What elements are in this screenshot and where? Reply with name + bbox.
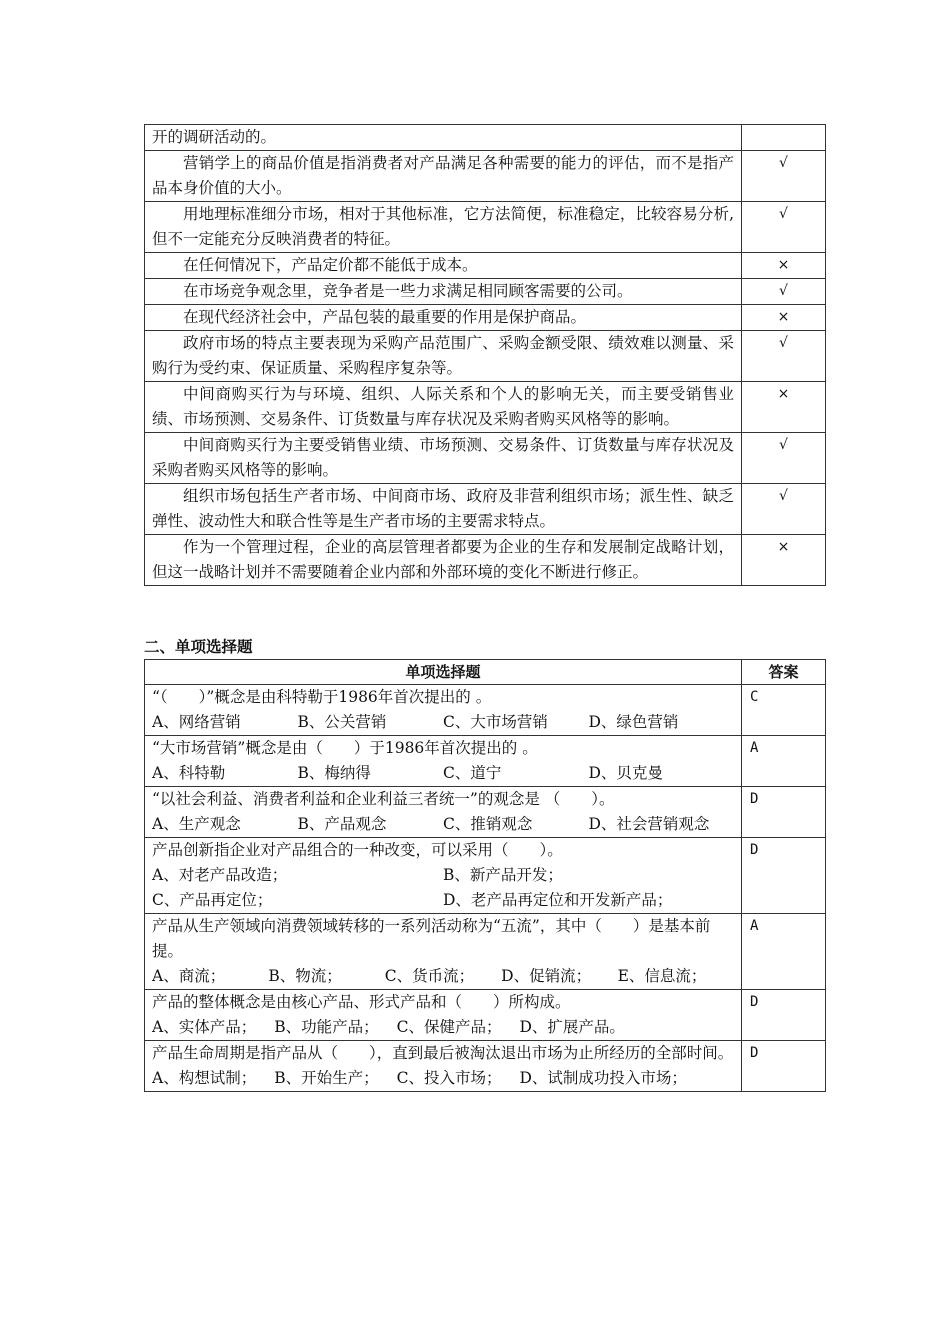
question-stem: 产品的整体概念是由核心产品、形式产品和（ ）所构成。 (152, 993, 571, 1011)
options (152, 761, 734, 786)
answer-mark: √ (742, 484, 826, 535)
table-row (145, 253, 826, 279)
option: B、开始生产； (274, 1069, 379, 1087)
option: A、实体产品； (152, 1018, 257, 1036)
statement: 中间商购买行为主要受销售业绩、市场预测、交易条件、订货数量与库存状况及采购者购买风格等的影响。 (145, 433, 742, 484)
options (152, 1015, 734, 1040)
table-row (145, 151, 826, 202)
question-stem: 产品生命周期是指产品从（ ），直到最后被淘汰退出市场为止所经历的全部时间。 (152, 1044, 734, 1062)
table-row (145, 125, 826, 151)
table-row (145, 838, 826, 914)
option: C、保健产品； (396, 1018, 502, 1036)
answer-cell: A (742, 736, 826, 787)
column-header-question: 单项选择题 (145, 660, 742, 685)
answer-cell: D (742, 990, 826, 1041)
table-header-row (145, 660, 826, 685)
question-cell (145, 736, 742, 787)
option: D、贝克曼 (588, 764, 663, 782)
option: C、货币流； (384, 967, 475, 985)
option: A、对老产品改造； (152, 866, 288, 884)
question-cell (145, 685, 742, 736)
option: E、信息流； (617, 967, 707, 985)
option: D、社会营销观念 (588, 815, 710, 833)
option: A、科特勒 (152, 764, 226, 782)
table-row (145, 914, 826, 990)
section-title: 二、单项选择题 (144, 638, 253, 656)
option: A、商流； (152, 967, 226, 985)
table-row (145, 279, 826, 305)
option: C、道宁 (443, 764, 502, 782)
answer-cell: D (742, 1041, 826, 1092)
option: D、扩展产品。 (519, 1018, 625, 1036)
answer-mark: × (742, 382, 826, 433)
answer-cell: D (742, 838, 826, 914)
answer-cell: C (742, 685, 826, 736)
option: C、产品再定位； (152, 891, 273, 909)
table-row (145, 787, 826, 838)
table-row (145, 305, 826, 331)
options (152, 1066, 734, 1091)
multiple-choice-table (144, 659, 826, 1092)
answer-cell: A (742, 914, 826, 990)
question-cell (145, 914, 742, 990)
options (152, 812, 734, 837)
question-cell (145, 990, 742, 1041)
answer-mark: √ (742, 331, 826, 382)
option: B、物流； (268, 967, 342, 985)
options (152, 710, 734, 735)
option: D、促销流； (501, 967, 592, 985)
options (152, 964, 734, 989)
option: A、构想试制； (152, 1069, 257, 1087)
table-row (145, 685, 826, 736)
question-cell (145, 787, 742, 838)
statement: 中间商购买行为与环境、组织、人际关系和个人的影响无关，而主要受销售业绩、市场预测、交易条件、订货数量与库存状况及采购者购买风格等的影响。 (145, 382, 742, 433)
table-row (145, 433, 826, 484)
question-cell (145, 838, 742, 914)
table-row (145, 331, 826, 382)
answer-mark: × (742, 305, 826, 331)
question-stem: 产品从生产领域向消费领域转移的一系列活动称为“五流”，其中（ ）是基本前提。 (152, 917, 711, 960)
option: D、试制成功投入市场； (519, 1069, 687, 1087)
table-row (145, 535, 826, 586)
question-stem: 产品创新指企业对产品组合的一种改变，可以采用（ ）。 (152, 841, 563, 859)
table-row (145, 1041, 826, 1092)
table-row (145, 484, 826, 535)
option: D、老产品再定位和开发新产品； (443, 891, 673, 909)
table-row (145, 990, 826, 1041)
table-row (145, 382, 826, 433)
statement: 在现代经济社会中，产品包装的最重要的作用是保护商品。 (145, 305, 742, 331)
option: B、产品观念 (297, 815, 387, 833)
true-false-table (144, 124, 826, 586)
option: B、新产品开发； (443, 866, 563, 884)
answer-mark (742, 125, 826, 151)
table-row (145, 736, 826, 787)
option: C、推销观念 (443, 815, 533, 833)
question-stem: “（ ）”概念是由科特勒于1986年首次提出的 。 (152, 688, 492, 706)
option: B、功能产品； (274, 1018, 379, 1036)
option: C、大市场营销 (443, 713, 548, 731)
answer-mark: √ (742, 151, 826, 202)
statement: 在市场竞争观念里，竞争者是一些力求满足相同顾客需要的公司。 (145, 279, 742, 305)
option: C、投入市场； (396, 1069, 502, 1087)
answer-mark: × (742, 535, 826, 586)
question-stem: “大市场营销”概念是由（ ）于1986年首次提出的 。 (152, 739, 538, 757)
statement: 在任何情况下，产品定价都不能低于成本。 (145, 253, 742, 279)
option: D、绿色营销 (588, 713, 679, 731)
statement: 政府市场的特点主要表现为采购产品范围广、采购金额受限、绩效难以测量、采购行为受约束、保证质量、采购程序复杂等。 (145, 331, 742, 382)
option: B、梅纳得 (297, 764, 371, 782)
statement: 开的调研活动的。 (145, 125, 742, 151)
answer-cell: D (742, 787, 826, 838)
statement: 营销学上的商品价值是指消费者对产品满足各种需要的能力的评估，而不是指产品本身价值的大小。 (145, 151, 742, 202)
option: B、公关营销 (297, 713, 387, 731)
answer-mark: √ (742, 202, 826, 253)
answer-mark: × (742, 253, 826, 279)
statement: 作为一个管理过程，企业的高层管理者都要为企业的生存和发展制定战略计划，但这一战略计划并不需要随着企业内部和外部环境的变化不断进行修正。 (145, 535, 742, 586)
question-stem: “以社会利益、消费者利益和企业利益三者统一”的观念是 （ ）。 (152, 790, 615, 808)
answer-mark: √ (742, 279, 826, 305)
option: A、生产观念 (152, 815, 241, 833)
answer-mark: √ (742, 433, 826, 484)
option: A、网络营销 (152, 713, 241, 731)
column-header-answer: 答案 (742, 660, 826, 685)
statement: 用地理标准细分市场，相对于其他标准，它方法简便，标准稳定，比较容易分析,但不一定能充分反映消费者的特征。 (145, 202, 742, 253)
question-cell (145, 1041, 742, 1092)
options (152, 863, 734, 913)
statement: 组织市场包括生产者市场、中间商市场、政府及非营利组织市场；派生性、缺乏弹性、波动性大和联合性等是生产者市场的主要需求特点。 (145, 484, 742, 535)
table-row (145, 202, 826, 253)
